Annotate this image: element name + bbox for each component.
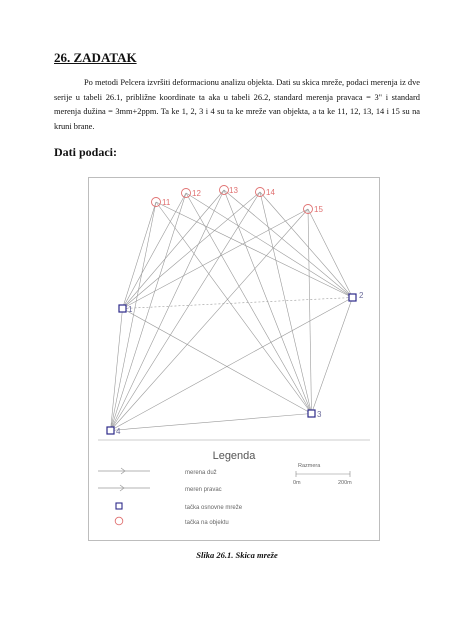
section-heading: 26. ZADATAK xyxy=(54,50,137,65)
object-point-11-label: 11 xyxy=(162,198,171,207)
stable-point-1 xyxy=(119,305,126,312)
object-point-13-label: 13 xyxy=(229,186,238,195)
object-point-15-label: 15 xyxy=(314,205,323,214)
task-description xyxy=(54,76,420,134)
task-paragraph: Po metodi Pelcera izvršiti deformacionu analizu objekta. Dati su skica mreže, podaci merenja iz dve serije u tabeli 26.1, približne koordinate ta aka u tabeli 26.2, standard merenja pravaca = 3" i standard merenja dužina = 3mm+2ppm. Ta ke 1, 2, 3 i 4 su ta ke mreže van objekta, a ta ke 11, 12, 13, 14 i 15 su na kruni brane. xyxy=(54,78,420,131)
object-point-14-label: 14 xyxy=(266,188,275,197)
scale-title: Razmera xyxy=(298,463,321,469)
stable-point-3-label: 3 xyxy=(317,410,322,419)
stable-point-4 xyxy=(107,427,114,434)
legend-blue-square-icon xyxy=(116,503,122,509)
scale-left-label: 0m xyxy=(293,480,301,486)
legend-stable-point-label: tačka osnovne mreže xyxy=(185,505,243,511)
legend-direction-label: meren pravac xyxy=(185,487,222,493)
network-sketch-figure xyxy=(88,177,380,541)
legend-title: Legenda xyxy=(212,450,256,462)
stable-point-2 xyxy=(349,294,356,301)
figure-frame xyxy=(89,178,380,541)
stable-point-1-label: 1 xyxy=(128,305,133,314)
stable-point-3 xyxy=(308,410,315,417)
stable-point-2-label: 2 xyxy=(359,291,364,300)
given-data-heading: Dati podaci: xyxy=(54,145,117,159)
object-point-12-label: 12 xyxy=(192,189,201,198)
figure-caption: Slika 26.1. Skica mreže xyxy=(196,550,278,560)
legend-object-point-label: tačka na objektu xyxy=(185,520,229,526)
network-sketch xyxy=(88,177,380,541)
stable-point-4-label: 4 xyxy=(116,427,121,436)
scale-right-label: 200m xyxy=(338,480,352,486)
legend-distance-label: merena duž xyxy=(185,470,217,476)
